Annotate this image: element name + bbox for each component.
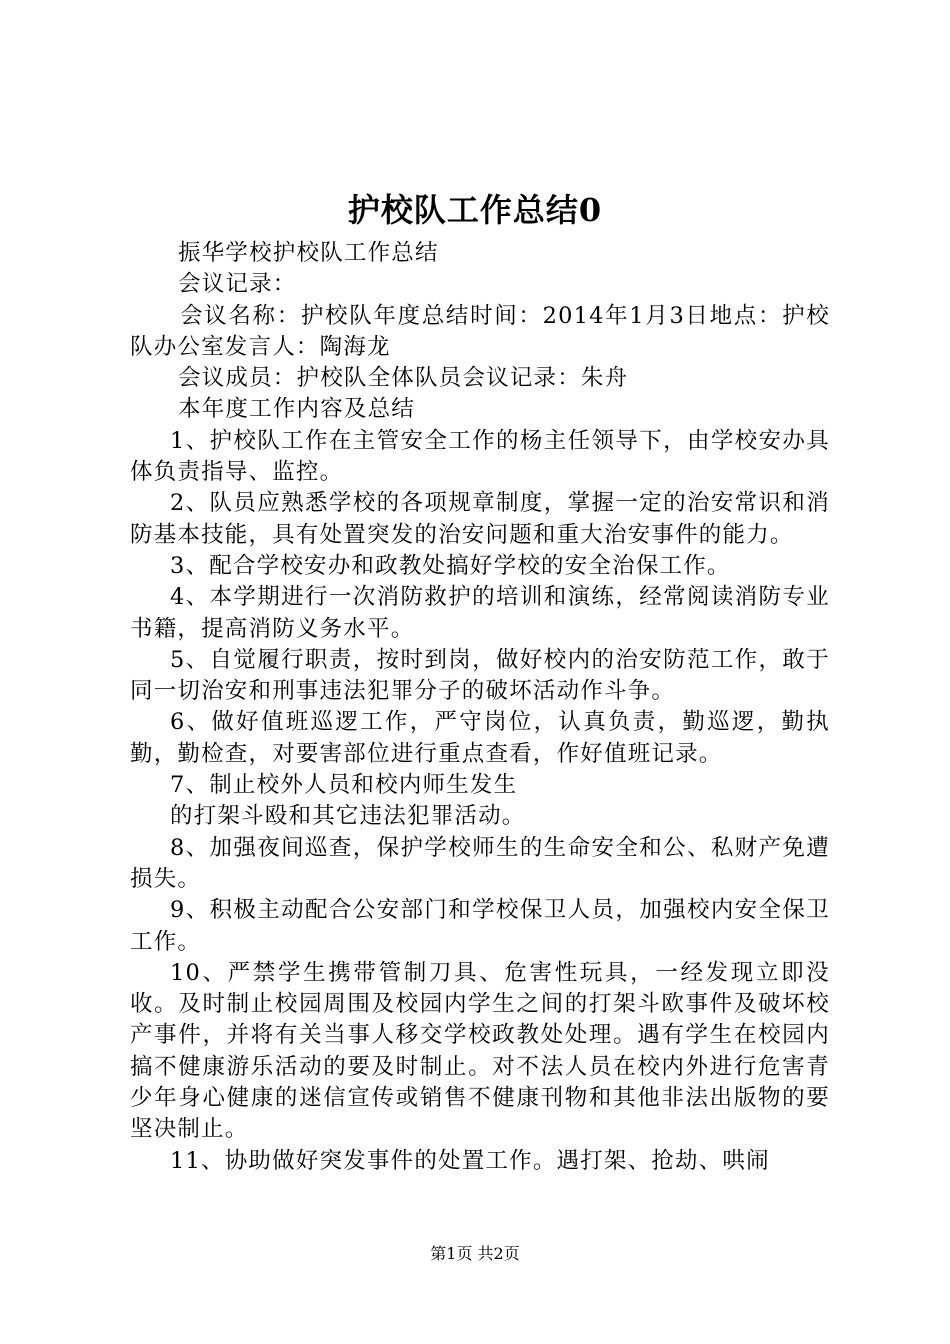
document-title: 护校队工作总结0 — [347, 191, 603, 229]
paragraph-item-10: 10、严禁学生携带管制刀具、危害性玩具，一经发现立即没收。及时制止校园周围及校园内学生之间的打架斗欧事件及破坏校产事件，并将有关当事人移交学校政教处处理。遇有学生在校园内搞不健康游乐活动的要及时制止。对不法人员在校内外进行危害青少年身心健康的迷信宣传或销售不健康刊物和其他非法出版物的要坚决制止。 — [130, 959, 830, 1143]
paragraph-item-5: 5、自觉履行职责，按时到岗，做好校内的治安防范工作，敢于同一切治安和刑事违法犯罪分子的破坏活动作斗争。 — [130, 646, 830, 705]
paragraph-meeting-members: 会议成员：护校队全体队员会议记录：朱舟 — [178, 365, 629, 392]
paragraph-section-heading: 本年度工作内容及总结 — [178, 396, 416, 423]
paragraph-item-2: 2、队员应熟悉学校的各项规章制度，掌握一定的治安常识和消防基本技能，具有处置突发的治安问题和重大治安事件的能力。 — [130, 490, 830, 548]
paragraph-item-6: 6、做好值班巡逻工作，严守岗位，认真负责，勤巡逻，勤执勤，勤检查，对要害部位进行重点查看，作好值班记录。 — [130, 709, 830, 767]
paragraph-item-1: 1、护校队工作在主管安全工作的杨主任领导下，由学校安办具体负责指导、监控。 — [130, 427, 830, 486]
paragraph-item-7-continued: 的打架斗殴和其它违法犯罪活动。 — [170, 803, 526, 830]
paragraph-item-3: 3、配合学校安办和政教处搞好学校的安全治保工作。 — [170, 552, 731, 579]
paragraph-item-9: 9、积极主动配合公安部门和学校保卫人员，加强校内安全保卫工作。 — [130, 897, 830, 955]
paragraph-meeting-info: 会议名称：护校队年度总结时间：2014年1月3日地点：护校队办公室发言人：陶海龙 — [130, 302, 830, 360]
paragraph-meeting-record-label: 会议记录： — [178, 271, 297, 298]
paragraph-school-heading: 振华学校护校队工作总结 — [178, 240, 439, 266]
paragraph-item-11: 11、协助做好突发事件的处置工作。遇打架、抢劫、哄闹 — [170, 1147, 770, 1174]
paragraph-item-8: 8、加强夜间巡查，保护学校师生的生命安全和公、私财产免遭损失。 — [130, 834, 830, 892]
document-body — [130, 238, 830, 1177]
paragraph-item-4: 4、本学期进行一次消防救护的培训和演练，经常阅读消防专业书籍，提高消防义务水平。 — [130, 584, 830, 642]
page-number-footer: 第1页 共2页 — [430, 1244, 520, 1263]
paragraph-item-7: 7、制止校外人员和校内师生发生 — [170, 772, 518, 799]
